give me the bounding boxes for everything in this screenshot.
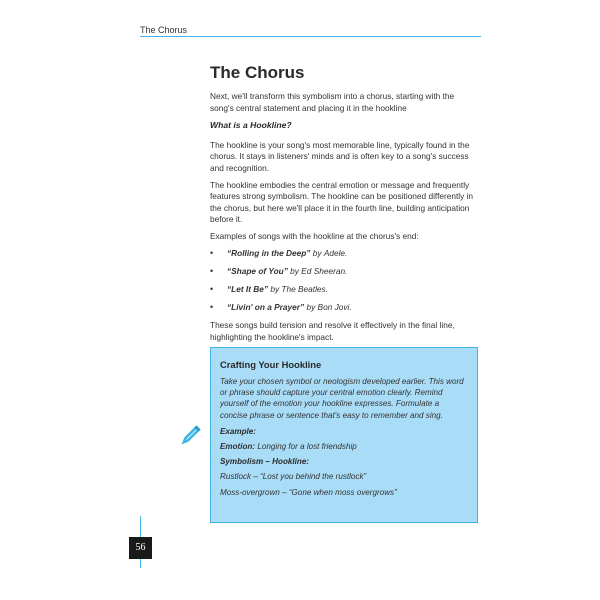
- page-number: 56: [129, 537, 152, 559]
- hookline-example-1: Rustlock – “Lost you behind the rustlock”: [220, 472, 367, 482]
- list-item: • “Shape of You” by Ed Sheeran.: [210, 266, 480, 278]
- header-rule: [140, 36, 481, 37]
- paragraph-3: Examples of songs with the hookline at the chorus's end:: [210, 230, 419, 241]
- closing-paragraph: These songs build tension and resolve it effectively in the final line, highlighting the hookline's impact.: [210, 319, 455, 342]
- section-heading: What is a Hookline?: [210, 120, 292, 131]
- hookline-example-2: Moss-overgrown – “Gone when moss overgrows”: [220, 487, 397, 497]
- intro-paragraph: Next, we'll transform this symbolism into a chorus, starting with the song's central statement and placing it in the hookline: [210, 91, 455, 113]
- list-item: • “Let It Be” by The Beatles.: [210, 284, 480, 296]
- box-body: Take your chosen symbol or neologism developed earlier. This word or phrase should capture your central emotion clearly. Remind yourself of the emotion your hookline expresses. Formulate a concise phrase or sentence that's easy to remember and sing.: [220, 377, 464, 420]
- hookline-box: [210, 347, 478, 523]
- box-title: Crafting Your Hookline: [220, 359, 322, 370]
- symbolism-label: Symbolism – Hookline:: [220, 457, 310, 467]
- list-item: • “Livin' on a Prayer” by Bon Jovi.: [210, 302, 480, 314]
- page-title: The Chorus: [210, 63, 305, 82]
- example-label: Example:: [220, 426, 256, 436]
- examples-list: [210, 248, 480, 314]
- pencil-icon: [175, 421, 205, 451]
- paragraph-1: The hookline is your song's most memorable line, typically found in the chorus. It stays in listeners' minds and is often key to a song's success and recognition.: [210, 139, 470, 173]
- list-item: • “Rolling in the Deep” by Adele.: [210, 248, 480, 260]
- running-header: The Chorus: [140, 25, 188, 35]
- emotion-line: Emotion: Longing for a lost friendship: [220, 441, 357, 451]
- main-content: [210, 91, 480, 348]
- paragraph-2: The hookline embodies the central emotion or message and frequently features strong symbolism. The hookline can be positioned differently in the chorus, but here we'll place it in the fourth line, building anticipation before it.: [210, 179, 474, 225]
